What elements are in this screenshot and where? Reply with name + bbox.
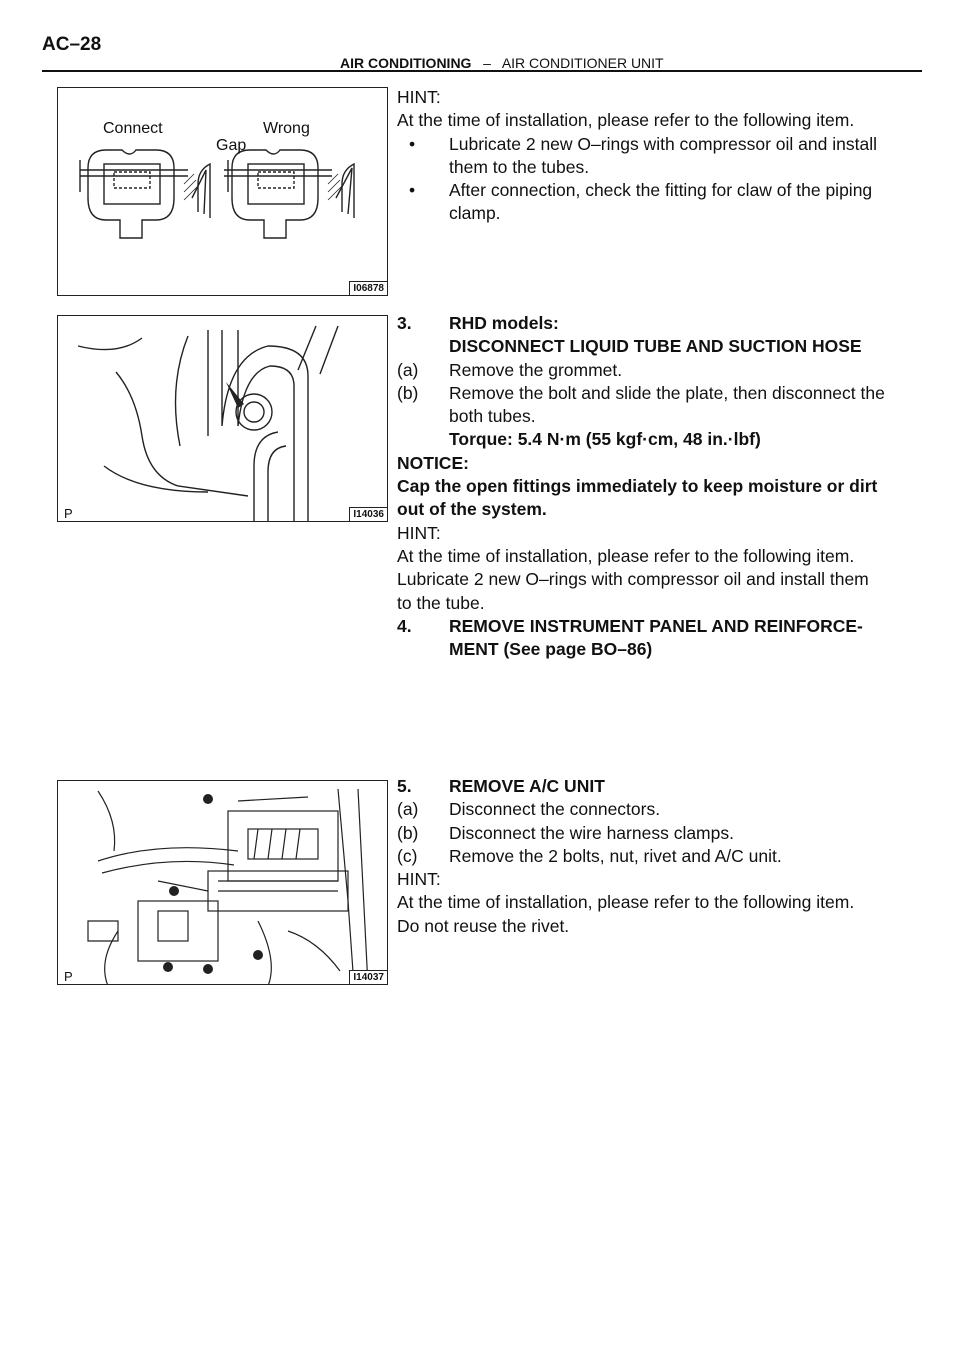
header-subsection: AIR CONDITIONER UNIT: [501, 55, 664, 71]
hint-intro: At the time of installation, please refer to the following item.: [397, 110, 855, 131]
hint-label: HINT:: [397, 869, 441, 890]
torque-spec: Torque: 5.4 N·m (55 kgf·cm, 48 in.·lbf): [449, 429, 761, 450]
bullet-item: • Lubricate 2 new O–rings with compressor oil and install: [397, 133, 907, 156]
hint-label: HINT:: [397, 87, 441, 107]
step-heading: 5. REMOVE A/C UNIT: [397, 776, 605, 796]
label-gap: Gap: [216, 137, 247, 154]
figure-ac-unit: [57, 780, 388, 985]
hint-text: Do not reuse the rivet.: [397, 915, 570, 936]
step-subheading: DISCONNECT LIQUID TUBE AND SUCTION HOSE: [449, 336, 862, 357]
hint-text: Lubricate 2 new O–rings with compressor oil and install them: [397, 569, 869, 590]
hint-block-1: [397, 86, 907, 226]
label-connect: Connect: [103, 120, 163, 137]
substep-b: (b) Remove the bolt and slide the plate, then disconnect the: [397, 382, 885, 403]
notice-label: NOTICE:: [397, 452, 469, 473]
ac-unit-illustration: [58, 781, 388, 985]
substep-b-continuation: both tubes.: [449, 406, 536, 427]
figure-corner-mark: P: [64, 969, 73, 984]
page-number: AC–28: [42, 34, 102, 55]
bullet-icon: •: [409, 180, 416, 201]
step-heading-continuation: MENT (See page BO–86): [449, 639, 653, 660]
substep-b: (b) Disconnect the wire harness clamps.: [397, 822, 734, 843]
figure-id: I14037: [349, 970, 387, 984]
notice-text: Cap the open fittings immediately to keep moisture or dirt: [397, 476, 878, 497]
bullet-continuation: them to the tubes.: [449, 156, 590, 177]
hint-text: At the time of installation, please refer to the following item.: [397, 545, 855, 566]
header-separator: –: [483, 55, 491, 71]
substep-a: (a) Disconnect the connectors.: [397, 799, 661, 820]
step-heading: 3. RHD models:: [397, 313, 559, 333]
bullet-item: • After connection, check the fitting for claw of the piping: [397, 179, 907, 202]
page-header: [255, 55, 925, 71]
hint-text: to the tube.: [397, 592, 485, 613]
bullet-continuation: clamp.: [449, 203, 501, 224]
bullet-icon: •: [409, 133, 416, 154]
tubes-illustration: [58, 316, 388, 522]
hint-text: At the time of installation, please refer to the following item.: [397, 892, 855, 913]
header-section: AIR CONDITIONING: [340, 55, 472, 71]
hint-label: HINT:: [397, 522, 441, 543]
label-wrong: Wrong: [263, 120, 310, 137]
step-heading: 4. REMOVE INSTRUMENT PANEL AND REINFORCE-: [397, 615, 863, 636]
figure-id: I14036: [349, 507, 387, 521]
figure-id: I06878: [349, 281, 387, 295]
substep-a: (a) Remove the grommet.: [397, 359, 623, 380]
substep-c: (c) Remove the 2 bolts, nut, rivet and A/C unit.: [397, 845, 782, 866]
step-3-block: [397, 312, 907, 661]
header-rule: [42, 70, 922, 72]
figure-tubes: [57, 315, 388, 522]
notice-text: out of the system.: [397, 499, 547, 520]
step-5-block: [397, 775, 907, 938]
figure-connection: [57, 87, 388, 296]
figure-corner-mark: P: [64, 506, 73, 521]
